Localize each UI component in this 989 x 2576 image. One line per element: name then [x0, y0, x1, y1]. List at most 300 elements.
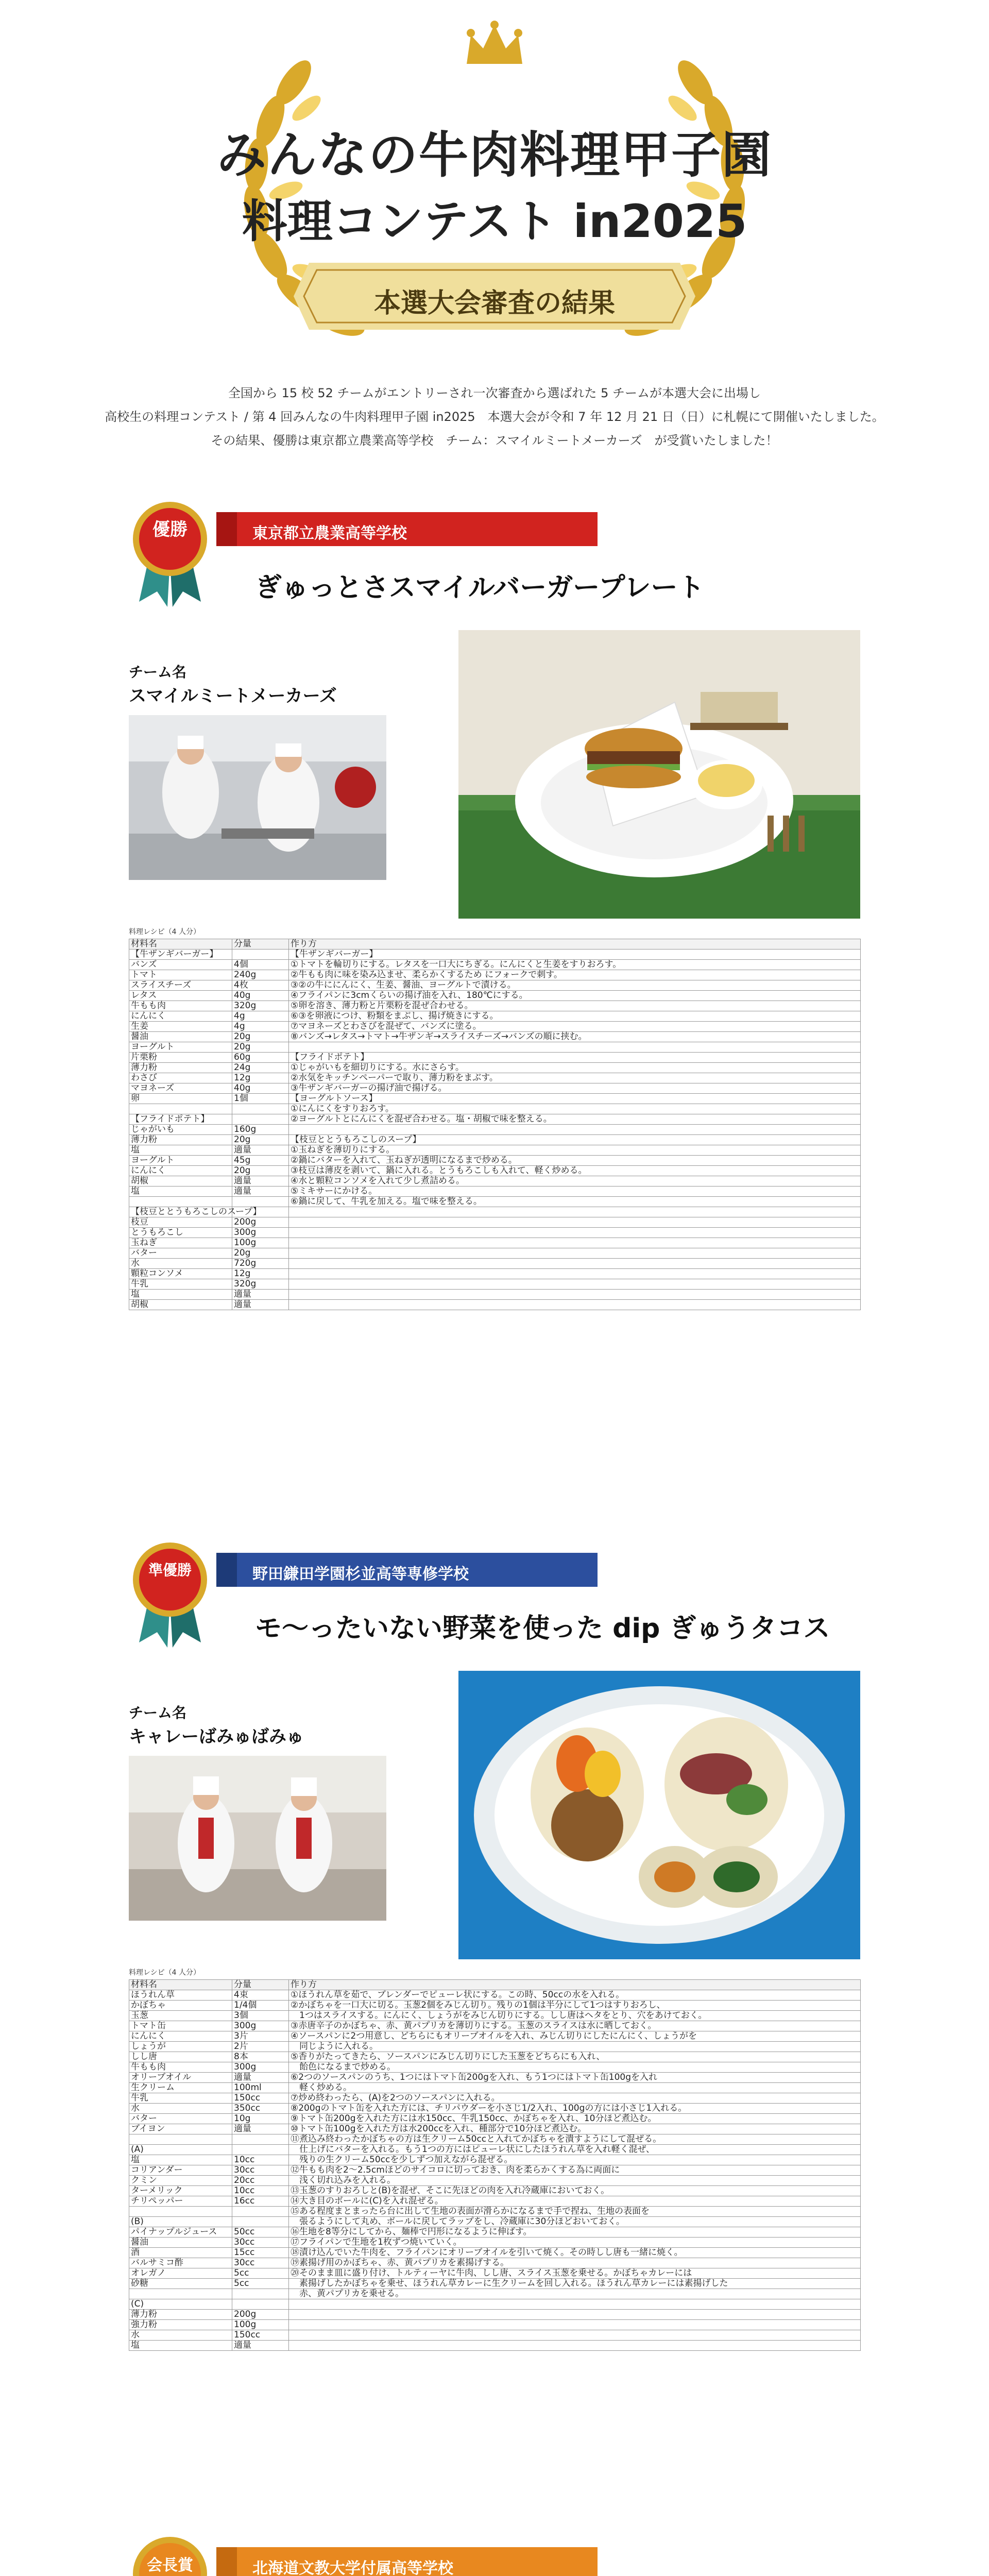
ingredient-amount: 適量: [232, 2124, 289, 2134]
recipe-header-cell: 作り方: [289, 1980, 861, 1990]
ingredient-name: にんにく: [129, 1011, 232, 1022]
method-step: ②牛もも肉に味を染み込ませ、柔らかくするため にフォークで刺す。: [289, 970, 861, 980]
ingredient-amount: 720g: [232, 1259, 289, 1269]
recipe-row: [129, 960, 861, 970]
method-step: [289, 1217, 861, 1228]
award-header: [129, 499, 860, 607]
recipe-title: 料理レシピ（4 人分）: [129, 928, 201, 936]
recipe-row: [129, 1042, 861, 1053]
ingredient-amount: [232, 2217, 289, 2227]
ingredient-amount: 45g: [232, 1156, 289, 1166]
ingredient-amount: 20g: [232, 1042, 289, 1053]
page-title: みんなの牛肉料理甲子園: [217, 126, 772, 184]
ingredient-amount: 300g: [232, 2062, 289, 2073]
ingredient-amount: 100g: [232, 1238, 289, 1248]
ingredient-amount: 24g: [232, 1063, 289, 1073]
ingredient-name: しし唐: [129, 2052, 232, 2062]
ingredient-amount: 1個: [232, 1094, 289, 1104]
recipe-row: [129, 2104, 861, 2114]
method-step: ②かぼちゃを一口大に切る。玉葱2個をみじん切り。残りの1個は半分にして1つはすりおろし、: [289, 2001, 861, 2011]
school-name: 北海道文教大学付属高等学校: [252, 2560, 453, 2576]
recipe-row: [129, 2011, 861, 2021]
ingredient-name: 卵: [129, 1094, 232, 1104]
page-header: [0, 0, 989, 371]
ingredient-amount: [232, 1197, 289, 1207]
ingredient-name: コリアンダー: [129, 2165, 232, 2176]
ingredient-name: 強力粉: [129, 2320, 232, 2330]
method-step: [289, 1290, 861, 1300]
method-step: ①玉ねぎを薄切りにする。: [289, 1145, 861, 1156]
method-step: 残りの生クリーム50ccを少しずつ加えながら混ぜる。: [289, 2155, 861, 2165]
ingredient-amount: 200g: [232, 1217, 289, 1228]
ingredient-name: 醤油: [129, 2238, 232, 2248]
intro-line: 全国から 15 校 52 チームがエントリーされ一次審査から選ばれた 5 チームが本選大会に出場し: [228, 386, 761, 400]
ingredient-name: 水: [129, 2330, 232, 2341]
ingredient-name: [129, 1104, 232, 1114]
ingredient-amount: 2片: [232, 2042, 289, 2052]
ingredient-amount: 8本: [232, 2052, 289, 2062]
recipe-table: [129, 1967, 860, 2351]
recipe-row: [129, 1001, 861, 1011]
ingredient-amount: 40g: [232, 1083, 289, 1094]
ingredient-amount: 4g: [232, 1011, 289, 1022]
recipe-row: [129, 2320, 861, 2330]
method-step: 【枝豆ととうもろこしのスープ】: [289, 1135, 861, 1145]
recipe-row: [129, 2207, 861, 2217]
ingredient-name: バンズ: [129, 960, 232, 970]
prize-label: 準優勝: [148, 1562, 192, 1579]
ingredient-amount: 15cc: [232, 2248, 289, 2258]
ingredient-amount: 20g: [232, 1135, 289, 1145]
result-badge-label: 本選大会審査の結果: [373, 288, 615, 319]
intro-text: [0, 381, 989, 452]
ingredient-name: (B): [129, 2217, 232, 2227]
ingredient-name: ヨーグルト: [129, 1156, 232, 1166]
method-step: 飴色になるまで炒める。: [289, 2062, 861, 2073]
ingredient-amount: [232, 950, 289, 960]
method-step: ②ヨーグルトとにんにくを混ぜ合わせる。塩・胡椒で味を整える。: [289, 1114, 861, 1125]
method-step: 【フライドポテト】: [289, 1053, 861, 1063]
ingredient-name: 薄力粉: [129, 1063, 232, 1073]
ingredient-name: 塩: [129, 1145, 232, 1156]
recipe-row: [129, 980, 861, 991]
recipe-row: [129, 2145, 861, 2155]
ingredient-amount: 150cc: [232, 2093, 289, 2104]
ingredient-amount: 20cc: [232, 2176, 289, 2186]
recipe-row: [129, 1259, 861, 1269]
recipe-row: [129, 2238, 861, 2248]
recipe-header-cell: 分量: [232, 939, 289, 950]
intro-line: その結果、優勝は東京都立農業高等学校 チーム：スマイルミートメーカーズ が受賞いたしました！: [211, 433, 778, 448]
recipe-row: [129, 2021, 861, 2031]
method-step: ⑥2つのソースパンのうち、1つにはトマト缶200gを入れ、もう1つにはトマト缶100gを入れ: [289, 2073, 861, 2083]
prize-label: 会長賞: [147, 2556, 193, 2574]
ingredient-name: [129, 2289, 232, 2299]
recipe-row: [129, 1053, 861, 1063]
ingredient-name: バルサミコ酢: [129, 2258, 232, 2268]
ingredient-amount: 30cc: [232, 2165, 289, 2176]
recipe-row: [129, 1187, 861, 1197]
method-step: ①ほうれん草を茹で、ブレンダーでピューレ状にする。この時、50ccの水を入れる。: [289, 1990, 861, 2001]
ingredient-amount: 適量: [232, 1176, 289, 1187]
recipe-row: [129, 2083, 861, 2093]
method-step: ②水気をキッチンペーパーで取り、薄力粉をまぶす。: [289, 1073, 861, 1083]
ingredient-name: クミン: [129, 2176, 232, 2186]
recipe-row: [129, 2001, 861, 2011]
school-banner: [216, 1548, 598, 1592]
recipe-row: [129, 1032, 861, 1042]
recipe-row: [129, 2176, 861, 2186]
ingredient-amount: 150cc: [232, 2330, 289, 2341]
method-step: ⑰フライパンで生地を1枚ずつ焼いていく。: [289, 2238, 861, 2248]
ingredient-name: オレガノ: [129, 2268, 232, 2279]
method-step: 【牛ザンギバーガー】: [289, 950, 861, 960]
method-step: ⑱漬け込んでいた牛肉を、フライパンにオリーブオイルを引いて焼く。その時しし唐も一緒に焼く。: [289, 2248, 861, 2258]
recipe-row: [129, 1022, 861, 1032]
ingredient-amount: [232, 2289, 289, 2299]
recipe-row: [129, 2196, 861, 2207]
method-step: [289, 2299, 861, 2310]
method-step: [289, 1269, 861, 1279]
ingredient-name: チリペッパー: [129, 2196, 232, 2207]
recipe-row: [129, 1238, 861, 1248]
ingredient-amount: 4束: [232, 1990, 289, 2001]
intro-line: 高校生の料理コンテスト / 第 4 回みんなの牛肉料理甲子園 in2025 本選大会が令和 7 年 12 月 21 日（日）に札幌にて開催いたしました。: [105, 410, 884, 424]
recipe-table: [129, 926, 860, 1310]
team-name: スマイルミートメーカーズ: [129, 686, 337, 706]
ingredient-amount: 10cc: [232, 2186, 289, 2196]
dish-title: ぎゅっとさスマイルバーガープレート: [255, 572, 705, 603]
method-step: ⑳そのまま皿に盛り付け、トルティーヤに牛肉、しし唐、スライス玉葱を乗せる。かぼちゃカレーには: [289, 2268, 861, 2279]
recipe-row: [129, 2165, 861, 2176]
method-step: ②鍋にバターを入れて、玉ねぎが透明になるまで炒める。: [289, 1156, 861, 1166]
ingredient-amount: 5cc: [232, 2268, 289, 2279]
ingredient-name: 牛もも肉: [129, 1001, 232, 1011]
ingredient-name: 生姜: [129, 1022, 232, 1032]
ingredient-name: 玉ねぎ: [129, 1238, 232, 1248]
method-step: ⑦炒め終わったら、(A)を2つのソースパンに入れる。: [289, 2093, 861, 2104]
ingredient-amount: 200g: [232, 2310, 289, 2320]
recipe-row: [129, 2268, 861, 2279]
team-name: キャレーばみゅばみゅ: [129, 1726, 304, 1747]
ingredient-name: 塩: [129, 1290, 232, 1300]
ingredient-name: 醤油: [129, 1032, 232, 1042]
recipe-row: [129, 1011, 861, 1022]
method-step: ①トマトを輪切りにする。レタスを一口大にちぎる。にんにくと生姜をすりおろす。: [289, 960, 861, 970]
method-step: ③枝豆は薄皮を剥いて、鍋に入れる。とうもろこしも入れて、軽く炒める。: [289, 1166, 861, 1176]
ingredient-name: 塩: [129, 1187, 232, 1197]
recipe-row: [129, 2310, 861, 2320]
ingredient-amount: 10cc: [232, 2155, 289, 2165]
method-step: [289, 2341, 861, 2351]
method-step: ⑮ある程度まとまったら台に出して生地の表面が滑らかになるまで手で捏ね、生地の表面を: [289, 2207, 861, 2217]
method-step: [289, 1238, 861, 1248]
ingredient-amount: [232, 1114, 289, 1125]
ingredient-amount: 4個: [232, 960, 289, 970]
method-step: ⑧バンズ→レタス→トマト→牛ザンギ→スライスチーズ→バンズの順に挟む。: [289, 1032, 861, 1042]
award-header: [129, 1539, 860, 1648]
recipe-row: [129, 1197, 861, 1207]
method-step: [289, 2310, 861, 2320]
page-subtitle: 料理コンテスト in2025: [242, 195, 747, 248]
ingredient-name: 胡椒: [129, 1176, 232, 1187]
ingredient-name: 薄力粉: [129, 1135, 232, 1145]
ingredient-name: (C): [129, 2299, 232, 2310]
ingredient-amount: 12g: [232, 1269, 289, 1279]
method-step: 仕上げにバターを入れる。もう1つの方にはピューレ状にしたほうれん草を入れ軽く混ぜ、: [289, 2145, 861, 2155]
recipe-header-row: [129, 939, 861, 950]
ingredient-amount: 適量: [232, 1290, 289, 1300]
ingredient-amount: [232, 2207, 289, 2217]
school-banner: [216, 507, 598, 551]
ingredient-amount: [232, 2299, 289, 2310]
method-step: [289, 1228, 861, 1238]
dish-photo: [458, 630, 860, 919]
ingredient-amount: 16cc: [232, 2196, 289, 2207]
ingredient-amount: 適量: [232, 1187, 289, 1197]
ingredient-name: 塩: [129, 2155, 232, 2165]
ingredient-amount: [232, 2134, 289, 2145]
ingredient-amount: 20g: [232, 1032, 289, 1042]
recipe-row: [129, 1228, 861, 1238]
recipe-row: [129, 2341, 861, 2351]
ingredient-name: 酒: [129, 2248, 232, 2258]
ingredient-amount: 10g: [232, 2114, 289, 2124]
ingredient-amount: 20g: [232, 1248, 289, 1259]
recipe-row: [129, 970, 861, 980]
award-section-chairman-prize: [0, 2534, 989, 2576]
recipe-row: [129, 1217, 861, 1228]
method-step: ⑬玉葱のすりおろしと(B)を混ぜ、そこに先ほどの肉を入れ冷蔵庫においておく。: [289, 2186, 861, 2196]
recipe-row: [129, 2217, 861, 2227]
method-step: ⑭大き目のボールに(C)を入れ混ぜる。: [289, 2196, 861, 2207]
recipe-row: [129, 1125, 861, 1135]
ingredient-name: 牛もも肉: [129, 2062, 232, 2073]
ingredient-name: 牛乳: [129, 2093, 232, 2104]
ingredient-amount: 350cc: [232, 2104, 289, 2114]
ingredient-name: 薄力粉: [129, 2310, 232, 2320]
ingredient-amount: 100ml: [232, 2083, 289, 2093]
award-section-runner-up: [0, 1539, 989, 2534]
ingredient-name: トマト缶: [129, 2021, 232, 2031]
ingredient-name: マヨネーズ: [129, 1083, 232, 1094]
method-step: [289, 2330, 861, 2341]
recipe-row: [129, 2330, 861, 2341]
recipe-row: [129, 1207, 861, 1217]
ingredient-amount: 300g: [232, 2021, 289, 2031]
method-step: ⑫牛もも肉を2～2.5cmほどのサイコロに切っておき、肉を柔らかくする為に両面に: [289, 2165, 861, 2176]
ingredient-name: ほうれん草: [129, 1990, 232, 2001]
ingredient-name: スライスチーズ: [129, 980, 232, 991]
ingredient-name: ブイヨン: [129, 2124, 232, 2134]
ingredient-name: [129, 1197, 232, 1207]
ingredient-name: パイナップルジュース: [129, 2227, 232, 2238]
ingredient-amount: 12g: [232, 1073, 289, 1083]
method-step: 赤、黄パプリカを乗せる。: [289, 2289, 861, 2299]
recipe-row: [129, 1104, 861, 1114]
recipe-row: [129, 1094, 861, 1104]
method-step: 張るようにして丸め、ボールに戻してラップをし、冷蔵庫に30分ほどおいておく。: [289, 2217, 861, 2227]
recipe-row: [129, 1279, 861, 1290]
prize-label: 優勝: [152, 519, 187, 540]
ingredient-amount: 適量: [232, 1300, 289, 1310]
ingredient-amount: 4枚: [232, 980, 289, 991]
ingredient-amount: 4g: [232, 1022, 289, 1032]
ingredient-name: 水: [129, 2104, 232, 2114]
method-step: [289, 1300, 861, 1310]
recipe-row: [129, 1145, 861, 1156]
ingredient-name: じゃがいも: [129, 1125, 232, 1135]
recipe-row: [129, 1083, 861, 1094]
method-step: ⑯生地を8等分にしてから、麺棒で円形になるように伸ばす。: [289, 2227, 861, 2238]
ingredient-amount: 5cc: [232, 2279, 289, 2289]
ingredient-name: 胡椒: [129, 1300, 232, 1310]
ingredient-name: わさび: [129, 1073, 232, 1083]
method-step: ⑤ミキサーにかける。: [289, 1187, 861, 1197]
ingredient-name: 枝豆: [129, 1217, 232, 1228]
recipe-header-cell: 材料名: [129, 939, 232, 950]
recipe-row: [129, 2031, 861, 2042]
ingredient-amount: 20g: [232, 1166, 289, 1176]
method-step: [289, 1125, 861, 1135]
ingredient-name: レタス: [129, 991, 232, 1001]
ingredient-name: ヨーグルト: [129, 1042, 232, 1053]
recipe-row: [129, 1063, 861, 1073]
ingredient-name: 玉葱: [129, 2011, 232, 2021]
ingredient-name: ターメリック: [129, 2186, 232, 2196]
award-header: [129, 2534, 860, 2576]
method-step: ①じゃがいもを細切りにする。水にさらす。: [289, 1063, 861, 1073]
ingredient-amount: 1/4個: [232, 2001, 289, 2011]
recipe-row: [129, 1135, 861, 1145]
ingredient-amount: 3片: [232, 2031, 289, 2042]
award-section-winner: [0, 499, 989, 1539]
recipe-row: [129, 2186, 861, 2196]
recipe-row: [129, 1300, 861, 1310]
school-name: 東京都立農業高等学校: [252, 524, 407, 543]
recipe-row: [129, 2052, 861, 2062]
method-step: ⑥③を卵液につけ、粉類をまぶし、揚げ焼きにする。: [289, 1011, 861, 1022]
method-step: ⑲素揚げ用のかぼちゃ、赤、黄パプリカを素揚げする。: [289, 2258, 861, 2268]
method-step: ⑤香りがたってきたら、ソースパンにみじん切りにした玉葱をどちらにも入れ、: [289, 2052, 861, 2062]
ingredient-name: 生クリーム: [129, 2083, 232, 2093]
ingredient-name: [129, 2134, 232, 2145]
method-step: [289, 1042, 861, 1053]
recipe-grid: [129, 939, 861, 1310]
recipe-row: [129, 991, 861, 1001]
ingredient-name: バター: [129, 1248, 232, 1259]
recipe-row: [129, 2227, 861, 2238]
method-step: [289, 1279, 861, 1290]
ingredient-name: 砂糖: [129, 2279, 232, 2289]
recipe-row: [129, 2155, 861, 2165]
method-step: ⑧200gのトマト缶を入れた方には、チリパウダーを小さじ1/2入れ、100gの方には小さじ1入れる。: [289, 2104, 861, 2114]
method-step: ③牛ザンギバーガーの揚げ油で揚げる。: [289, 1083, 861, 1094]
ingredient-amount: 100g: [232, 2320, 289, 2330]
method-step: ③赤唐辛子のかぼちゃ、赤、黄パプリカを薄切りにする。玉葱のスライスは水に晒しておく。: [289, 2021, 861, 2031]
ingredient-amount: [232, 1104, 289, 1114]
ingredient-name: 水: [129, 1259, 232, 1269]
method-step: ⑨トマト缶200gを入れた方には水150cc、牛乳150cc、かぼちゃを入れ、10分ほど煮込む。: [289, 2114, 861, 2124]
team-photo: [129, 715, 386, 880]
recipe-row: [129, 2248, 861, 2258]
recipe-row: [129, 2289, 861, 2299]
ingredient-name: [129, 2207, 232, 2217]
team-label: チーム名: [129, 1704, 187, 1721]
ingredient-name: 牛乳: [129, 1279, 232, 1290]
recipe-row: [129, 1156, 861, 1166]
ingredient-name: とうもろこし: [129, 1228, 232, 1238]
recipe-row: [129, 1073, 861, 1083]
ingredient-amount: 320g: [232, 1279, 289, 1290]
recipe-row: [129, 1166, 861, 1176]
ingredient-amount: 160g: [232, 1125, 289, 1135]
ingredient-name: にんにく: [129, 1166, 232, 1176]
method-step: ④ソースパンに2つ用意し、どちらにもオリーブオイルを入れ、みじん切りにしたにんにく、しょうがを: [289, 2031, 861, 2042]
method-step: [289, 1259, 861, 1269]
method-step: ⑤卵を溶き、薄力粉と片栗粉を混ぜ合わせる。: [289, 1001, 861, 1011]
ingredient-amount: 3個: [232, 2011, 289, 2021]
ingredient-name: 片栗粉: [129, 1053, 232, 1063]
ingredient-name: オリーブオイル: [129, 2073, 232, 2083]
method-step: [289, 1248, 861, 1259]
method-step: 同じように入れる。: [289, 2042, 861, 2052]
recipe-row: [129, 2073, 861, 2083]
method-step: 浅く切れ込みを入れる。: [289, 2176, 861, 2186]
method-step: ⑩トマト缶100gを入れた方は水200ccを入れ、種部分で10分ほど煮込む。: [289, 2124, 861, 2134]
ingredient-amount: 300g: [232, 1228, 289, 1238]
ingredient-name: しょうが: [129, 2042, 232, 2052]
school-banner: [216, 2542, 598, 2576]
ingredient-name: 【牛ザンギバーガー】: [129, 950, 232, 960]
ingredient-amount: 240g: [232, 970, 289, 980]
recipe-row: [129, 1248, 861, 1259]
ingredient-name: にんにく: [129, 2031, 232, 2042]
ingredient-name: 塩: [129, 2341, 232, 2351]
recipe-row: [129, 1114, 861, 1125]
recipe-row: [129, 1176, 861, 1187]
recipe-row: [129, 2042, 861, 2052]
method-step: [289, 2320, 861, 2330]
method-step: ⑥鍋に戻して、牛乳を加える。塩で味を整える。: [289, 1197, 861, 1207]
recipe-header-cell: 分量: [232, 1980, 289, 1990]
team-photo: [129, 1756, 386, 1921]
recipe-row: [129, 2093, 861, 2104]
ingredient-name: バター: [129, 2114, 232, 2124]
method-step: 1つはスライスする。にんにく、しょうがをみじん切りにする。しし唐はヘタをとり、穴をあけておく。: [289, 2011, 861, 2021]
team-label: チーム名: [129, 664, 187, 681]
recipe-row: [129, 1290, 861, 1300]
ingredient-amount: 30cc: [232, 2258, 289, 2268]
dish-photo: [458, 1671, 860, 1959]
ingredient-name: かぼちゃ: [129, 2001, 232, 2011]
ingredient-name: トマト: [129, 970, 232, 980]
ingredient-amount: 50cc: [232, 2227, 289, 2238]
method-step: ①にんにくをすりおろす。: [289, 1104, 861, 1114]
recipe-row: [129, 2114, 861, 2124]
method-step: ⑪煮込み終わったかぼちゃの方は生クリーム50ccと入れてかぼちゃを潰すようにして混ぜる。: [289, 2134, 861, 2145]
ingredient-name: 【枝豆ととうもろこしのスープ】: [129, 1207, 232, 1217]
recipe-row: [129, 2124, 861, 2134]
recipe-header-cell: 材料名: [129, 1980, 232, 1990]
method-step: [289, 1207, 861, 1217]
school-name: 野田鎌田学園杉並高等専修学校: [252, 1565, 469, 1583]
recipe-row: [129, 2258, 861, 2268]
method-step: ④フライパンに3cmくらいの揚げ油を入れ、180℃にする。: [289, 991, 861, 1001]
ingredient-name: 顆粒コンソメ: [129, 1269, 232, 1279]
method-step: 軽く炒める。: [289, 2083, 861, 2093]
ingredient-amount: 40g: [232, 991, 289, 1001]
